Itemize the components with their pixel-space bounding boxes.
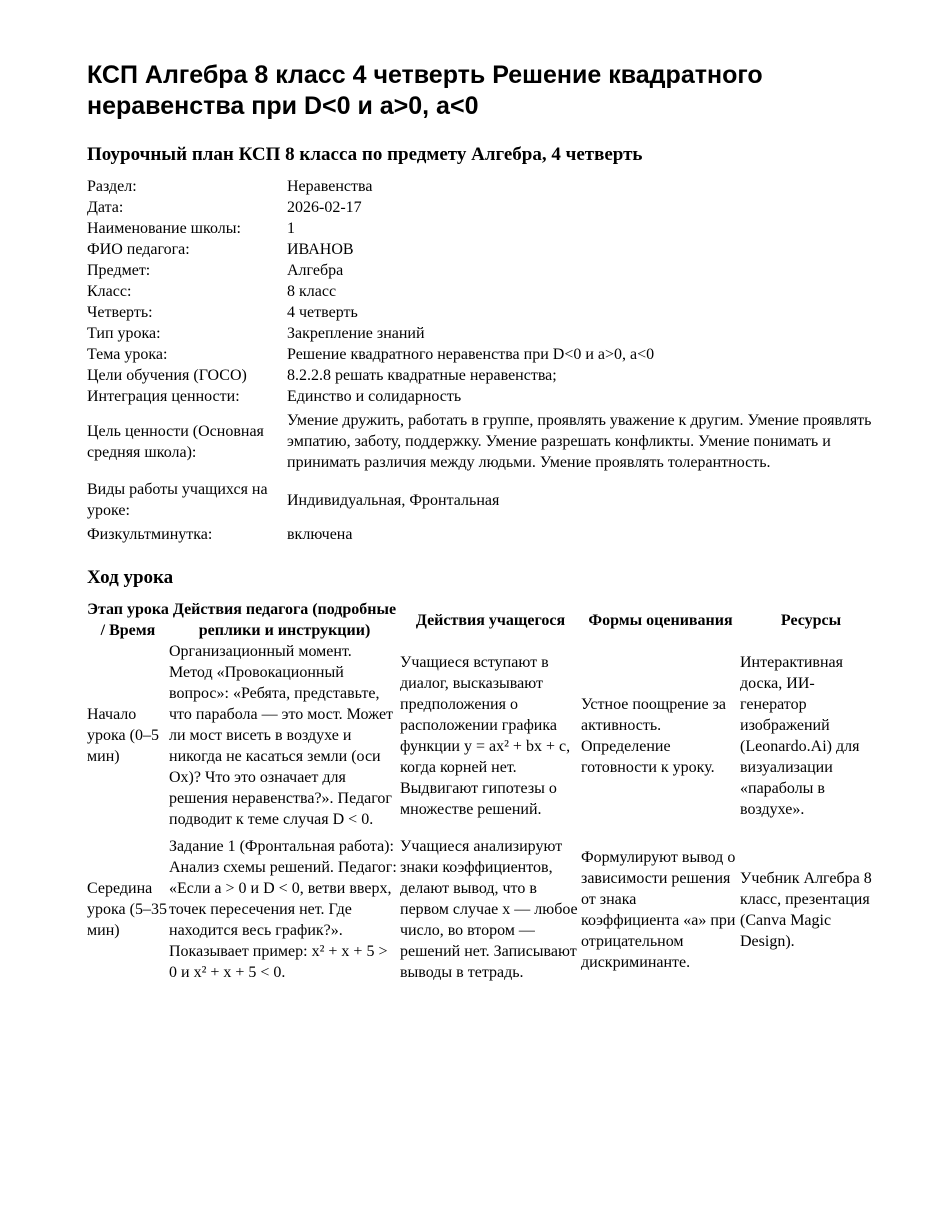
meta-label: Тема урока:	[87, 346, 168, 363]
cell-assessment: Формулируют вывод о зависимости решения от знака коэффициента «a» при отрицательном дискриминанте.	[581, 848, 736, 971]
table-row	[87, 834, 882, 983]
meta-label: Дата:	[87, 199, 124, 216]
meta-row	[87, 365, 882, 386]
cell-student-actions: Учащиеся вступают в диалог, высказывают предположения о расположении графика функции y = ax² + bx + c, когда корней нет. Выдвигают гипотезы о множестве решений.	[400, 653, 571, 818]
meta-label: Четверть:	[87, 304, 153, 321]
meta-value: 4 четверть	[287, 304, 358, 321]
meta-row	[87, 524, 882, 545]
meta-label: ФИО педагога:	[87, 241, 190, 258]
meta-value: 8.2.2.8 решать квадратные неравенства;	[287, 367, 557, 384]
meta-label: Наименование школы:	[87, 220, 241, 237]
table-header-row	[87, 599, 882, 641]
meta-label: Интеграция ценности:	[87, 388, 240, 405]
meta-row	[87, 260, 882, 281]
meta-value: Единство и солидарность	[287, 388, 462, 405]
meta-row	[87, 386, 882, 407]
lesson-course-heading: Ход урока	[87, 567, 174, 588]
header-resources: Ресурсы	[780, 611, 842, 629]
meta-label: Цели обучения (ГОСО)	[87, 367, 247, 384]
meta-row	[87, 239, 882, 260]
lesson-plan-table	[87, 599, 882, 983]
document-title: КСП Алгебра 8 класс 4 четверть Решение квадратного неравенства при D<0 и a>0, a<0	[87, 61, 763, 120]
cell-stage: Середина урока (5–35 мин)	[87, 880, 167, 939]
cell-assessment: Устное поощрение за активность. Определение готовности к уроку.	[581, 695, 726, 776]
meta-value: Индивидуальная, Фронтальная	[287, 491, 500, 509]
cell-resources: Учебник Алгебра 8 класс, презентация (Canva Magic Design).	[740, 869, 872, 950]
meta-value: Алгебра	[287, 262, 344, 279]
meta-value: ИВАНОВ	[287, 241, 354, 258]
meta-value: 8 класс	[287, 283, 337, 300]
table-row	[87, 641, 882, 834]
meta-value: 2026-02-17	[287, 199, 362, 216]
meta-label: Цель ценности (Основная средняя школа):	[87, 422, 264, 461]
plan-subtitle: Поурочный план КСП 8 класса по предмету Алгебра, 4 четверть	[87, 144, 643, 165]
meta-value: Решение квадратного неравенства при D<0 и a>0, a<0	[287, 346, 655, 363]
meta-row	[87, 281, 882, 302]
meta-value: 1	[287, 220, 295, 237]
meta-value: Умение дружить, работать в группе, проявлять уважение к другим. Умение проявлять эмпатию, заботу, поддержку. Умение разрешать конфликты. Умение понимать и принимать различия между людьми. Умение проявлять толерантность.	[287, 412, 872, 471]
meta-label: Предмет:	[87, 262, 151, 279]
meta-row	[87, 476, 882, 524]
meta-row	[87, 197, 882, 218]
meta-label: Виды работы учащихся на уроке:	[87, 481, 268, 519]
header-stage: Этап урока / Время	[87, 601, 169, 639]
cell-teacher-actions: Организационный момент. Метод «Провокационный вопрос»: «Ребята, представьте, что парабола — это мост. Может ли мост висеть в воздухе и никогда не касаться земли (оси Ox)? Что это означает для решения неравенства?». Педагог подводит к теме случая D < 0.	[169, 643, 394, 828]
cell-stage: Начало урока (0–5 мин)	[87, 706, 159, 765]
meta-row	[87, 407, 882, 476]
meta-row	[87, 218, 882, 239]
cell-resources: Интерактивная доска, ИИ-генератор изображений (Leonardo.Ai) для визуализации «параболы в воздухе».	[740, 653, 860, 818]
header-teacher-actions: Действия педагога (подробные реплики и инструкции)	[172, 601, 397, 639]
meta-value: Неравенства	[287, 178, 373, 195]
meta-label: Раздел:	[87, 178, 137, 195]
meta-row	[87, 176, 882, 197]
cell-teacher-actions: Задание 1 (Фронтальная работа): Анализ схемы решений. Педагог: «Если a > 0 и D < 0, ветви вверх, точек пересечения нет. Где находится весь график?». Показывает пример: x² + x + 5 > 0 и x² + x + 5 < 0.	[169, 838, 397, 981]
meta-label: Тип урока:	[87, 325, 161, 342]
header-student-actions: Действия учащегося	[415, 611, 566, 629]
meta-row	[87, 344, 882, 365]
meta-row	[87, 302, 882, 323]
header-assessment: Формы оценивания	[588, 611, 733, 629]
meta-row	[87, 323, 882, 344]
cell-student-actions: Учащиеся анализируют знаки коэффициентов, делают вывод, что в первом случае x — любое число, во втором — решений нет. Записывают выводы в тетрадь.	[400, 838, 578, 981]
meta-value: включена	[287, 526, 353, 543]
meta-label: Физкультминутка:	[87, 526, 213, 543]
meta-label: Класс:	[87, 283, 132, 300]
lesson-meta-table	[87, 176, 882, 545]
meta-value: Закрепление знаний	[287, 325, 425, 342]
